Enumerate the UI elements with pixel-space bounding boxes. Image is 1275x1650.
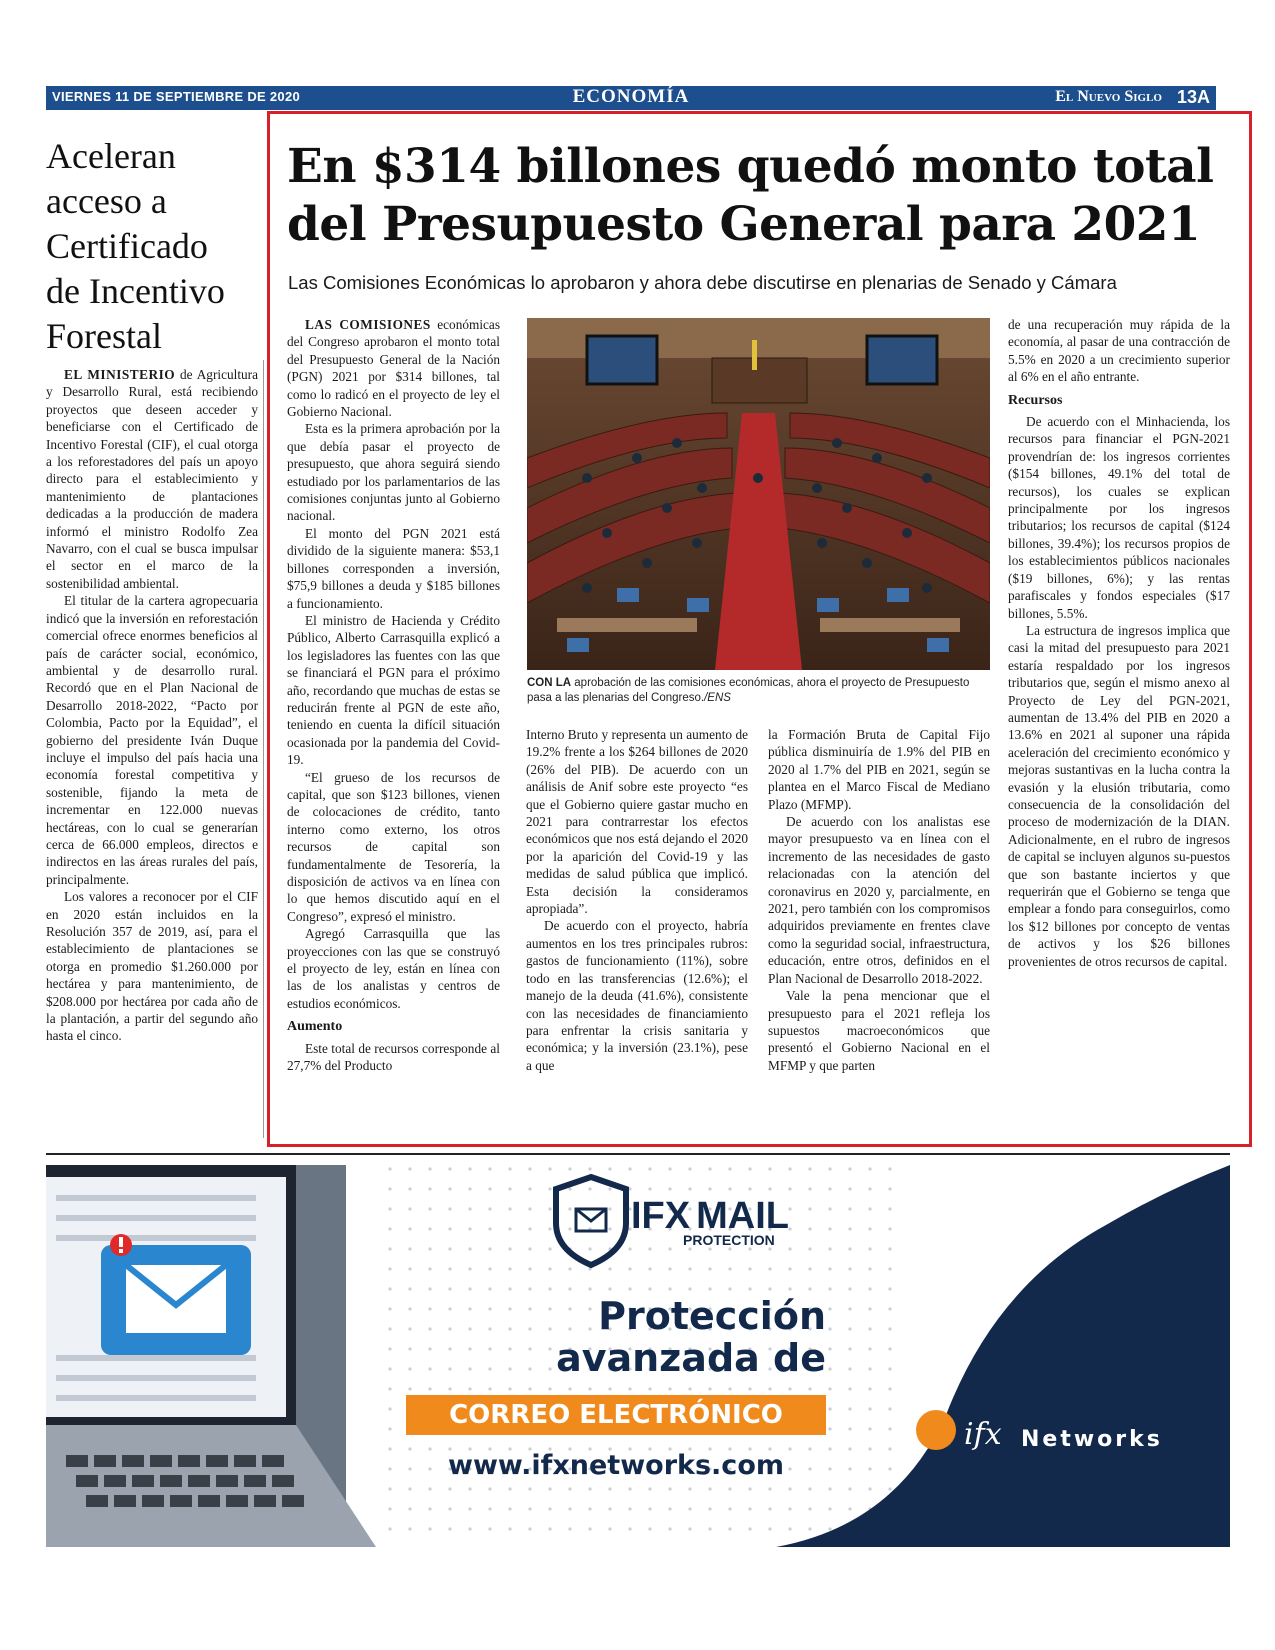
article-paragraph: Este total de recursos corresponde al 27,7% del Producto (287, 1040, 500, 1074)
page-header-bar (46, 86, 1216, 110)
article-headline: En $314 billones quedó monto total del Presupuesto General para 2021 (287, 139, 1214, 252)
sidebar-headline: Aceleran acceso a Certificado de Incentivo Forestal (46, 136, 225, 356)
article-text: económicas del Congreso aprobaron el monto total del Presupuesto General de la Nación (PGN) 2021 por $314 billones, tal como lo radicó en el proyecto de ley el Gobierno Nacional. (287, 317, 501, 420)
column-divider (263, 360, 264, 1138)
section-name: ECONOMÍA (572, 86, 690, 107)
laptop-image (46, 1165, 376, 1547)
ifx-advertisement (46, 1165, 1230, 1547)
article-lead: LAS COMISIONES (305, 317, 431, 332)
article-subheadline: Las Comisiones Económicas lo aprobaron y ahora debe discutirse en plenarias de Senado y Cámara (288, 272, 1117, 293)
article-paragraph: Vale la pena mencionar que el presupuesto para el 2021 refleja los supuestos macroeconómicos que presentó el Gobierno Nacional en el MFMP y que parten (768, 988, 990, 1073)
sidebar-paragraph: El titular de la cartera agropecuaria indicó que la inversión en reforestación comercial ofrece enormes beneficios al país de carácter social, económico, ambiental y de desarrollo rural. Recordó que en el Plan Nacional de Desarrollo 2018-2022, “Pacto por Colombia, Pacto por la Equidad”, el gobierno del presidente Iván Duque incluye el impulso del país hacia una economía forestal competitiva y sostenible, fijando la meta de incrementar en 122.000 nuevas hectáreas, con lo cual se generarían cerca de 66.000 empleos, directos e indirectos en las áreas rurales del país, principalmente. (46, 593, 258, 887)
sidebar-text: de Agricultura y Desarrollo Rural, está recibiendo proyectos que deseen acceder y beneficiarse con el Certificado de Incentivo Forestal (CIF), el cual otorga a los reforestadores del país un apoyo directo para el establecimiento y mantenimiento de plantaciones dedicadas a la producción de madera informó el ministro Rodolfo Zea Navarro, con el cual se busca impulsar el sector en el marco de la sostenibilidad ambiental. (46, 367, 258, 591)
caption-lead: CON LA (527, 677, 572, 689)
congress-chamber-illustration (527, 318, 990, 670)
sidebar-paragraph: Los valores a reconocer por el CIF en 2020 están incluidos en la Resolución 357 de 2019, así, para el establecimiento de plantaciones se otorga en promedio $1.260.000 por hectárea y para mantenimiento, de $208.000 por hectárea por cada año de la plantación, a partir del segundo año hasta el cinco. (46, 889, 258, 1044)
globe-icon (916, 1410, 956, 1450)
article-column-2 (526, 726, 748, 1074)
article-paragraph: De acuerdo con los analistas ese mayor presupuesto va en línea con el incremento de las necesidades de gasto relacionadas con la atención del coronavirus en 2020 y, parcialmente, en 2021, pero también con los compromisos adquiridos previamente en frentes clave como la seguridad social, infraestructura, educación, entre otros, definidos en el Plan Nacional de Desarrollo 2018-2022. (768, 814, 990, 986)
article-paragraph: de una recuperación muy rápida de la economía, al pasar de una contracción de 5.5% en 2020 a un crecimiento superior al 6% en el año entrante. (1008, 317, 1230, 385)
ad-banner: CORREO ELECTRÓNICO (406, 1395, 826, 1435)
ad-url: www.ifxnetworks.com (448, 1450, 784, 1481)
photo-credit: /ENS (704, 692, 731, 704)
ad-brand-ifx: IFX (631, 1195, 691, 1237)
issue-date: VIERNES 11 DE SEPTIEMBRE DE 2020 (52, 89, 301, 104)
ad-headline-line1: Protección (598, 1294, 826, 1338)
article-paragraph: la Formación Bruta de Capital Fijo pública disminuiría de 1.9% del PIB en 2020 al 1.7% del PIB en 2021, según se plantea en el Marco Fiscal de Mediano Plazo (MFMP). (768, 727, 990, 812)
ad-brand-protection: PROTECTION (683, 1232, 775, 1248)
article-paragraph (287, 316, 500, 420)
subsection-heading-aumento: Aumento (287, 1019, 343, 1035)
page-number: 13A (1176, 87, 1210, 107)
article-column-1 (287, 316, 500, 1074)
ifx-logo-mark: ifx (964, 1417, 1002, 1452)
ad-logo-text: Networks (1021, 1427, 1163, 1452)
article-column-4 (1008, 316, 1230, 970)
article-paragraph: El monto del PGN 2021 está dividido de la siguiente manera: $53,1 billones corresponden a inversión, $75,9 billones a deuda y $185 billones a funcionamiento. (287, 525, 500, 611)
ad-headline-line2: avanzada de (556, 1336, 826, 1380)
newspaper-name: El Nuevo Siglo (1055, 88, 1162, 105)
ad-headline (426, 1295, 826, 1379)
article-column-3 (768, 726, 990, 1074)
article-paragraph: De acuerdo con el proyecto, habría aumentos en los tres principales rubros: gastos de funcionamiento (11%), sobre todo en las transferencias (12.6%); el manejo de la deuda (41.6%), consistente con las necesidades de financiamiento para enfrentar la crisis sanitaria y económica; y la inversión (23.1%), pese a que (526, 918, 748, 1073)
article-paragraph: Esta es la primera aprobación por la que debía pasar el proyecto de presupuesto, que ahora seguirá siendo estudiado por los parlamentarios de las comisiones conjuntas junto al Gobierno nacional. (287, 421, 500, 524)
ad-brand-mail: MAIL (696, 1195, 789, 1237)
article-paragraph: La estructura de ingresos implica que casi la mitad del presupuesto para 2021 estaría respaldado por los ingresos tributarios que, según el mismo anexo al Proyecto de Ley del PGN-2021, aumentan de 13.4% del PIB en 2020 a 13.6% en 2021 al suponer una rápida aceleración del crecimiento económico y mejoras sustantivas en la lucha contra la evasión y la elusión tributaria, como consecuencia de la consolidación del proceso de modernización de la DIAN. Adicionalmente, en el rubro de ingresos de capital se incluyen algunos su-puestos que son bastante inciertos y que requerirán que el Gobierno se tenga que emplear a fondo para conseguirlos, como los $12 billones por concepto de ventas de activos y los $26 billones provenientes de otros recursos de capital. (1008, 622, 1230, 969)
sidebar-body (46, 366, 258, 1045)
subsection-heading-recursos: Recursos (1008, 392, 1063, 408)
sidebar-lead: EL MINISTERIO (64, 367, 176, 382)
article-paragraph: Agregó Carrasquilla que las proyecciones con las que se construyó el proyecto de ley, están en línea con las de los analistas y centros de estudios económicos. (287, 926, 500, 1011)
article-paragraph: “El grueso de los recursos de capital, que son $123 billones, vienen de colocaciones de crédito, tanto interno como externo, los otros recursos de capital son fundamentalmente de Tesorería, la disposición de activos va en línea con lo que hemos discutido aquí en el Congreso”, expresó el ministro. (287, 769, 500, 924)
ad-brand (631, 1195, 789, 1248)
article-paragraph: Interno Bruto y representa un aumento de 19.2% frente a los $264 billones de 2020 (26% del PIB). De acuerdo con un análisis de Anif sobre este proyecto “es que el Gobierno quiere gastar mucho en 2021 para contrarrestar los efectos económicos que nos está dejando el 2020 por la aparición del Covid-19 y las medidas de salud pública que implicó. Esta decisión la consideramos apropiada”. (526, 727, 748, 917)
article-paragraph: De acuerdo con el Minhacienda, los recursos para financiar el PGN-2021 provendrían de: los ingresos corrientes ($154 billones, 49.1% del total de recursos), los cuales se explican principalmente por los ingresos tributarios; los recursos de capital ($124 billones, 39.4%); los recursos propios de los establecimientos públicos nacionales ($19 billones, 6%); y las rentas parafiscales y fondos especiales ($17 billones, 5.5%. (1008, 414, 1230, 621)
congress-photo (527, 318, 990, 670)
photo-caption (527, 676, 990, 706)
article-paragraph: El ministro de Hacienda y Crédito Público, Alberto Carrasquilla explicó a los legisladores las fuentes con las que se financiará el PGN para el próximo año, recordando que muchas de estas se reducirán frente al PGN de este año, teniendo en cuenta la difícil situación ocasionada por la pandemia del Covid-19. (287, 612, 500, 768)
ad-divider (46, 1153, 1230, 1155)
sidebar-paragraph (46, 366, 258, 592)
caption-text: aprobación de las comisiones económicas, ahora el proyecto de Presupuesto pasa a las plenarias del Congreso. (527, 677, 970, 704)
